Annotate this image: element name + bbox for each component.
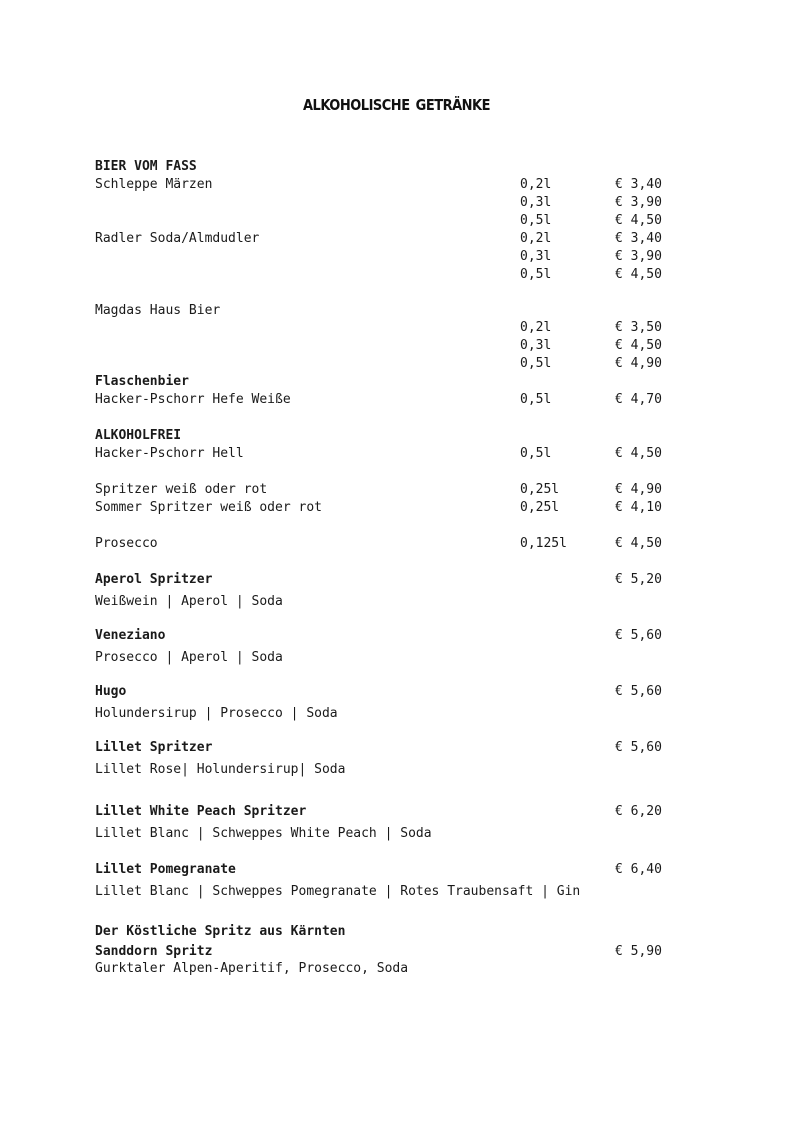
section-heading: Hugo [95, 684, 127, 699]
item-name: Radler Soda/Almdudler [95, 231, 260, 246]
menu-row [0, 883, 793, 901]
item-name: Hacker-Pschorr Hefe Weiße [95, 392, 291, 407]
item-price: € 4,10 [615, 500, 662, 515]
menu-row [0, 373, 793, 391]
item-name: Gurktaler Alpen-Aperitif, Prosecco, Soda [95, 961, 409, 976]
menu-row [0, 212, 793, 230]
item-price: € 4,90 [615, 356, 662, 371]
item-price: € 4,50 [615, 536, 662, 551]
menu-row [0, 302, 793, 320]
item-price: € 4,50 [615, 338, 662, 353]
item-price: € 4,50 [615, 267, 662, 282]
menu-row [0, 248, 793, 266]
section-heading: Lillet White Peach Spritzer [95, 804, 307, 819]
section-heading: Der Köstliche Spritz aus Kärnten [95, 924, 346, 939]
item-price: € 3,50 [615, 320, 662, 335]
item-price: € 4,50 [615, 213, 662, 228]
menu-row [0, 627, 793, 645]
page-title: alkoholische getränke [302, 90, 491, 116]
menu-row [0, 761, 793, 779]
section-heading: Sanddorn Spritz [95, 944, 213, 959]
menu-row [0, 445, 793, 463]
item-name: Lillet Blanc | Schweppes Pomegranate | Rotes Traubensaft | Gin [95, 884, 581, 899]
item-name: Holundersirup | Prosecco | Soda [95, 706, 338, 721]
menu-row [0, 337, 793, 355]
menu-row [0, 943, 793, 961]
item-price: € 4,50 [615, 446, 662, 461]
item-price: € 3,40 [615, 177, 662, 192]
menu-row [0, 960, 793, 978]
menu-row [0, 355, 793, 373]
menu-row [0, 571, 793, 589]
item-volume: 0,125l [520, 536, 567, 551]
item-price: € 5,60 [615, 740, 662, 755]
item-price: € 3,90 [615, 249, 662, 264]
menu-row [0, 825, 793, 843]
item-volume: 0,5l [520, 446, 552, 461]
menu-row [0, 739, 793, 757]
item-name: Prosecco | Aperol | Soda [95, 650, 283, 665]
menu-row [0, 499, 793, 517]
menu-row [0, 266, 793, 284]
menu-row [0, 593, 793, 611]
menu-row [0, 705, 793, 723]
item-price: € 4,70 [615, 392, 662, 407]
item-name: Spritzer weiß oder rot [95, 482, 268, 497]
item-price: € 5,60 [615, 628, 662, 643]
menu-row [0, 535, 793, 553]
item-volume: 0,5l [520, 213, 552, 228]
item-volume: 0,5l [520, 267, 552, 282]
item-name: Hacker-Pschorr Hell [95, 446, 244, 461]
item-volume: 0,5l [520, 392, 552, 407]
item-name: Lillet Rose| Holundersirup| Soda [95, 762, 346, 777]
menu-row [0, 319, 793, 337]
item-volume: 0,25l [520, 482, 560, 497]
section-heading: Flaschenbier [95, 374, 189, 389]
section-heading: Aperol Spritzer [95, 572, 213, 587]
section-heading: Lillet Spritzer [95, 740, 213, 755]
item-price: € 5,90 [615, 944, 662, 959]
item-volume: 0,3l [520, 249, 552, 264]
item-price: € 5,20 [615, 572, 662, 587]
item-volume: 0,5l [520, 356, 552, 371]
item-price: € 3,90 [615, 195, 662, 210]
menu-row [0, 683, 793, 701]
item-volume: 0,3l [520, 338, 552, 353]
menu-row [0, 481, 793, 499]
menu-row [0, 861, 793, 879]
item-name: Prosecco [95, 536, 158, 551]
menu-row [0, 803, 793, 821]
item-volume: 0,2l [520, 320, 552, 335]
menu-row [0, 230, 793, 248]
menu-row [0, 176, 793, 194]
item-price: € 4,90 [615, 482, 662, 497]
item-name: Lillet Blanc | Schweppes White Peach | Soda [95, 826, 432, 841]
menu-row [0, 194, 793, 212]
item-volume: 0,2l [520, 177, 552, 192]
item-volume: 0,2l [520, 231, 552, 246]
item-name: Weißwein | Aperol | Soda [95, 594, 283, 609]
menu-row [0, 427, 793, 445]
section-heading: Lillet Pomegranate [95, 862, 236, 877]
item-volume: 0,25l [520, 500, 560, 515]
section-heading: Veneziano [95, 628, 166, 643]
item-volume: 0,3l [520, 195, 552, 210]
item-name: Magdas Haus Bier [95, 303, 221, 318]
item-price: € 3,40 [615, 231, 662, 246]
item-price: € 6,20 [615, 804, 662, 819]
menu-row [0, 649, 793, 667]
menu-row [0, 158, 793, 176]
item-name: Schleppe Märzen [95, 177, 213, 192]
menu-row [0, 391, 793, 409]
item-price: € 6,40 [615, 862, 662, 877]
section-heading: ALKOHOLFREI [95, 428, 182, 443]
section-heading: BIER VOM FASS [95, 159, 197, 174]
item-price: € 5,60 [615, 684, 662, 699]
menu-row [0, 923, 793, 941]
item-name: Sommer Spritzer weiß oder rot [95, 500, 322, 515]
